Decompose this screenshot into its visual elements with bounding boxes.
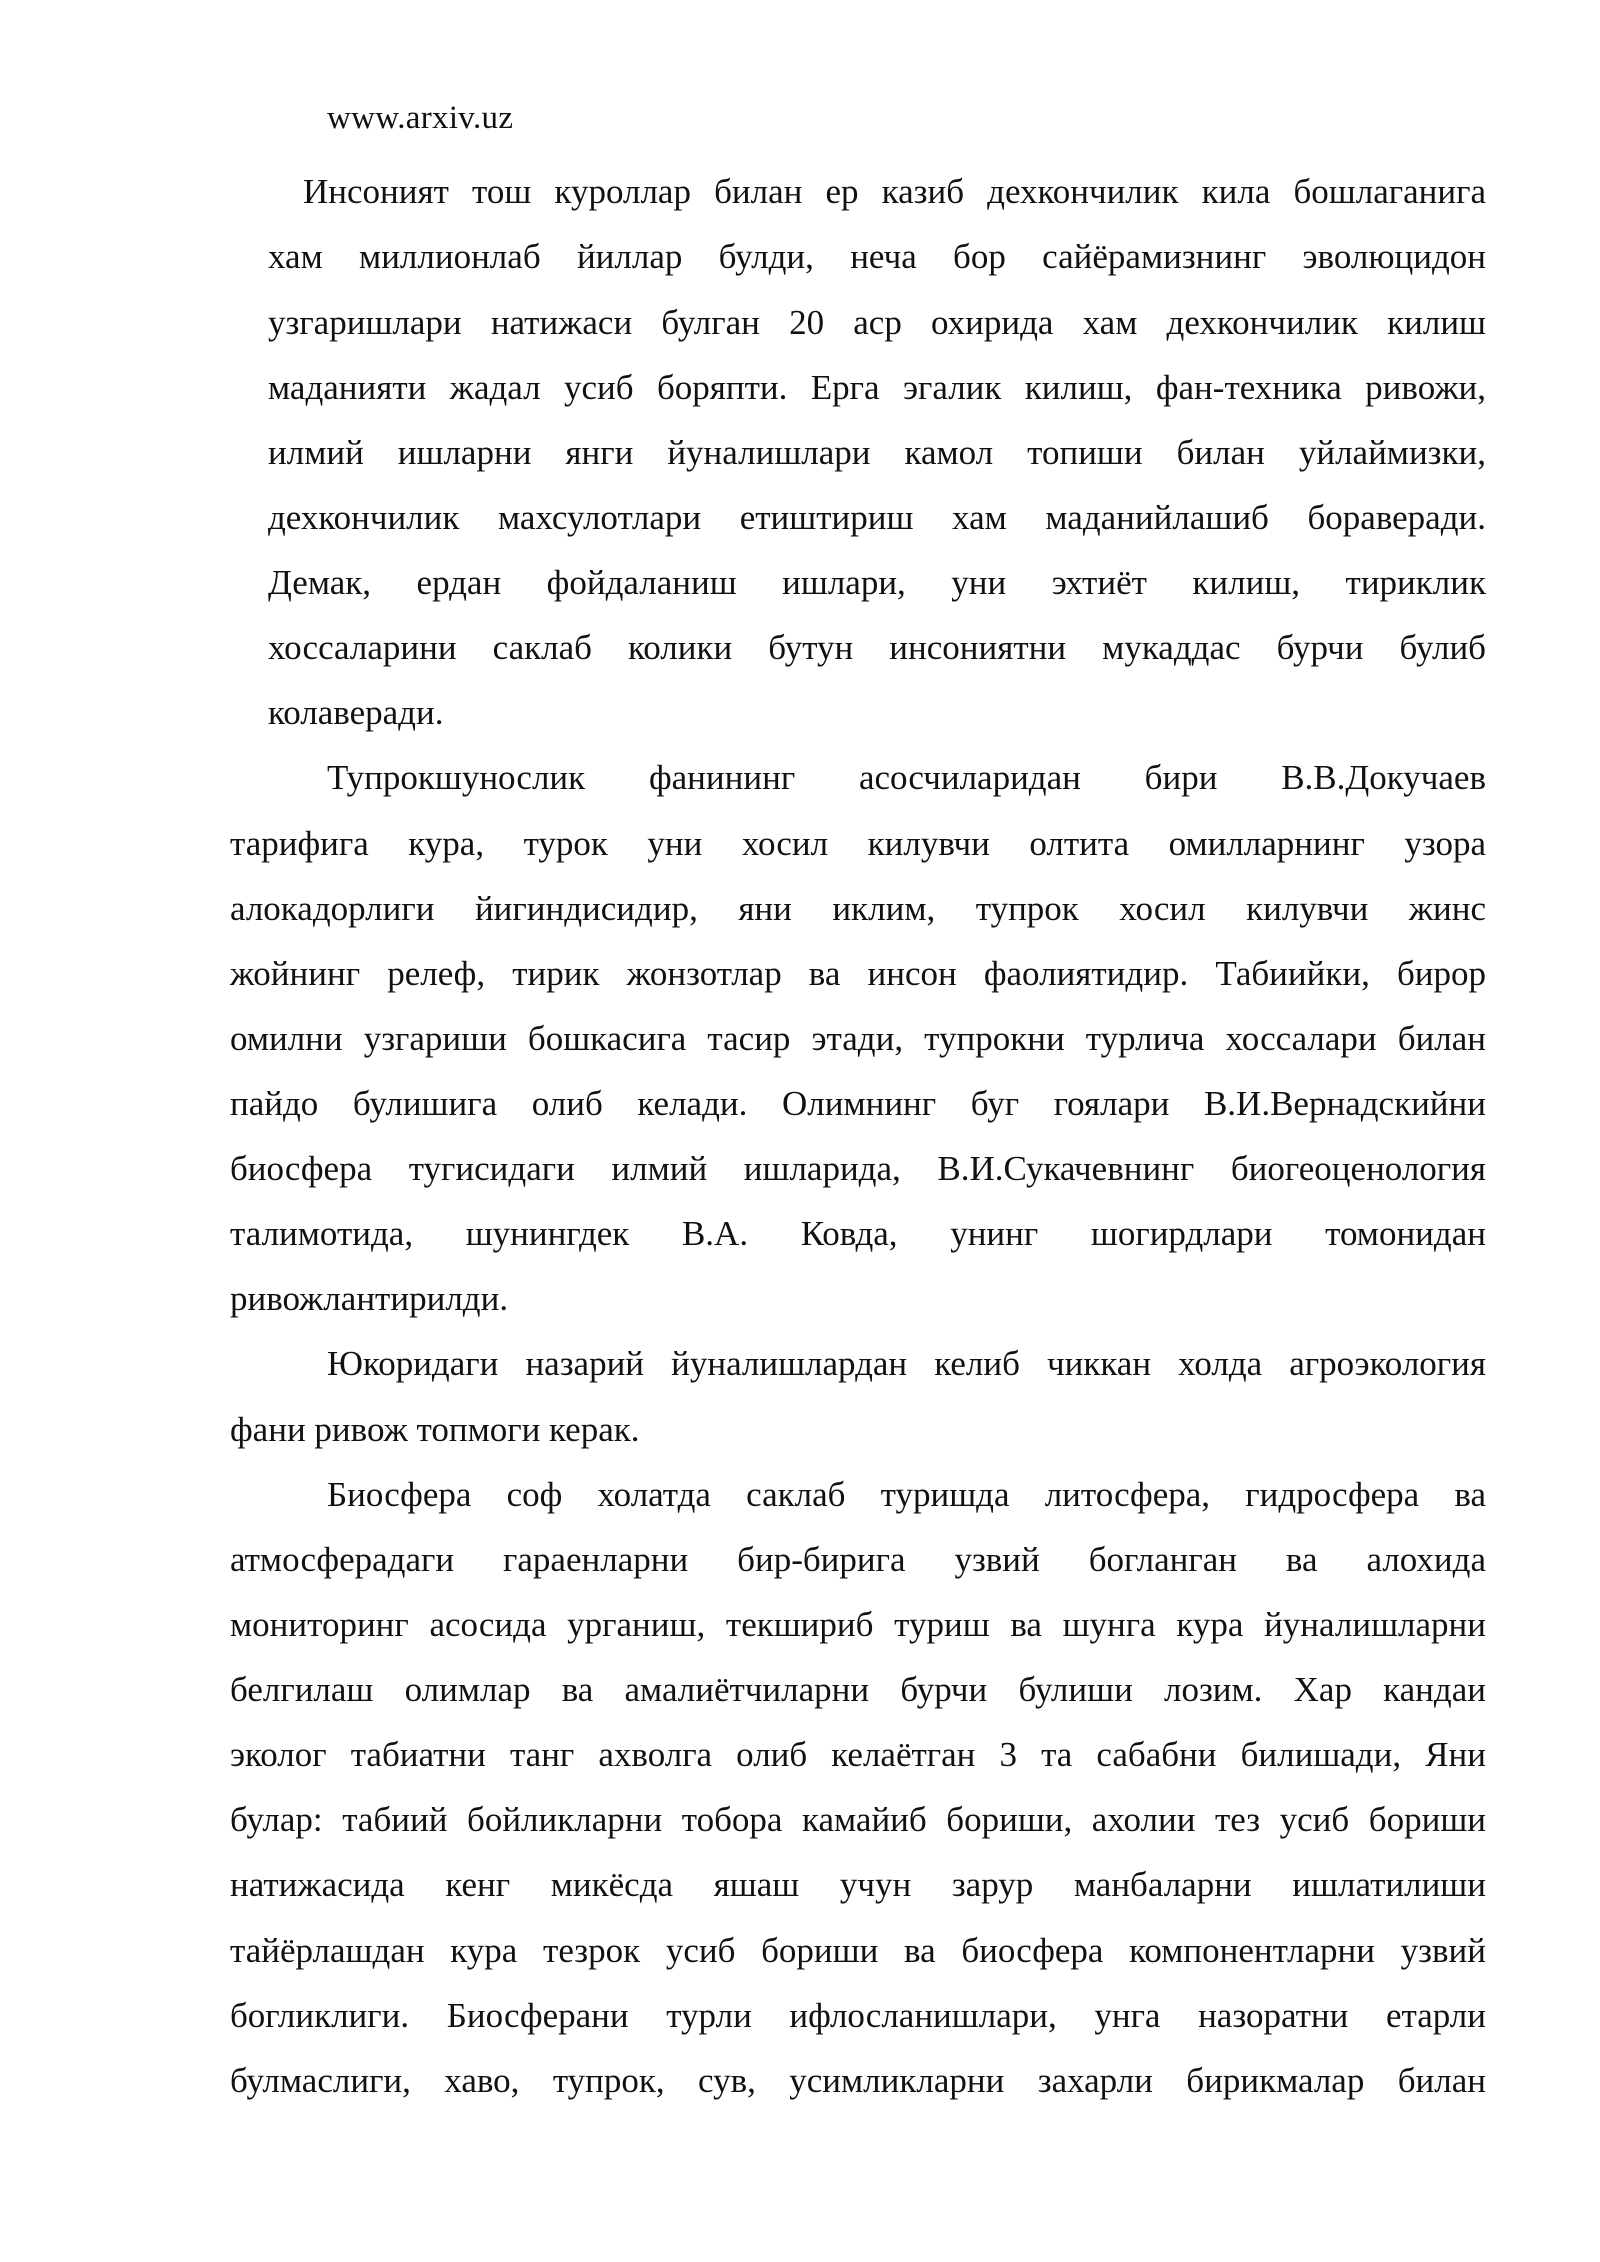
paragraph-4-line: булар: табиий бойликларни тобора камайиб бориши, ахолии тез усиб бориши — [230, 1800, 1486, 1839]
paragraph-3-line: фани ривож топмоги керак. — [230, 1410, 640, 1449]
paragraph-2-line: алокадорлиги йигиндисидир, яни иклим, тупрок хосил килувчи жинс — [230, 889, 1486, 928]
paragraph-4-line: богликлиги. Биосферани турли ифлосланишлари, унга назоратни етарли — [230, 1996, 1486, 2035]
paragraph-1-line: Демак, ердан фойдаланиш ишлари, уни эхтиёт килиш, тириклик — [268, 563, 1486, 602]
paragraph-3-line: Юкоридаги назарий йуналишлардан келиб чиккан холда агроэкология — [327, 1344, 1486, 1383]
paragraph-1-line: хоссаларини саклаб колики бутун инсониятни мукаддас бурчи булиб — [268, 628, 1486, 667]
paragraph-4-line: эколог табиатни танг ахволга олиб келаётган 3 та сабабни билишади, Яни — [230, 1735, 1486, 1774]
paragraph-1-line: Инсоният тош куроллар билан ер казиб дехкончилик кила бошлаганига — [303, 172, 1486, 211]
paragraph-2-line: тарифига кура, турок уни хосил килувчи олтита омилларнинг узора — [230, 824, 1486, 863]
paragraph-4-line: булмаслиги, хаво, тупрок, сув, усимликларни захарли бирикмалар билан — [230, 2061, 1486, 2100]
paragraph-4-line: белгилаш олимлар ва амалиётчиларни бурчи булиши лозим. Хар кандаи — [230, 1670, 1486, 1709]
paragraph-2-line: биосфера тугисидаги илмий ишларида, В.И.Сукачевнинг биогеоценология — [230, 1149, 1486, 1188]
paragraph-1-line: хам миллионлаб йиллар булди, неча бор сайёрамизнинг эволюцидон — [268, 237, 1486, 276]
header-url: www.arxiv.uz — [327, 100, 514, 136]
paragraph-1-line: маданияти жадал усиб боряпти. Ерга эгалик килиш, фан-техника ривожи, — [268, 368, 1486, 407]
paragraph-4-line: натижасида кенг микёсда яшаш учун зарур манбаларни ишлатилиши — [230, 1865, 1486, 1904]
paragraph-2-line: жойнинг релеф, тирик жонзотлар ва инсон фаолиятидир. Табиийки, бирор — [230, 954, 1486, 993]
paragraph-4-line: тайёрлашдан кура тезрок усиб бориши ва биосфера компонентларни узвий — [230, 1931, 1486, 1970]
paragraph-2-line: омилни узгариши бошкасига тасир этади, тупрокни турлича хоссалари билан — [230, 1019, 1486, 1058]
paragraph-2-line: талимотида, шунингдек В.А. Ковда, унинг шогирдлари томонидан — [230, 1214, 1486, 1253]
paragraph-2-line: пайдо булишига олиб келади. Олимнинг буг гоялари В.И.Вернадскийни — [230, 1084, 1486, 1123]
paragraph-4-line: мониторинг асосида урганиш, текшириб туриш ва шунга кура йуналишларни — [230, 1605, 1486, 1644]
paragraph-2-line: ривожлантирилди. — [230, 1279, 509, 1318]
paragraph-1-line: колаверади. — [268, 693, 444, 732]
paragraph-1-line: узгаришлари натижаси булган 20 аср охирида хам дехкончилик килиш — [268, 303, 1486, 342]
paragraph-1-line: илмий ишларни янги йуналишлари камол топиши билан уйлаймизки, — [268, 433, 1486, 472]
paragraph-2-line: Тупрокшунослик фанининг асосчиларидан бири В.В.Докучаев — [327, 758, 1486, 797]
paragraph-4-line: Биосфера соф холатда саклаб туришда литосфера, гидросфера ва — [327, 1475, 1486, 1514]
paragraph-4-line: атмосферадаги гараенларни бир-бирига узвий богланган ва алохида — [230, 1540, 1486, 1579]
paragraph-1-line: дехкончилик махсулотлари етиштириш хам маданийлашиб бораверади. — [268, 498, 1486, 537]
